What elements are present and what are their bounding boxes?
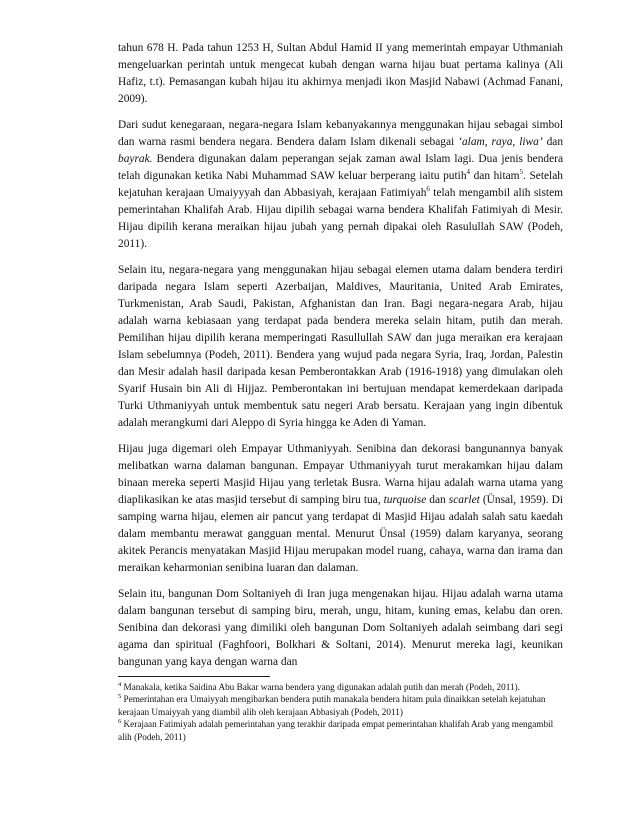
- paragraph-2-text-f: dan hitam: [470, 170, 520, 182]
- paragraph-2-text-c: dan: [542, 136, 564, 148]
- paragraph-4-text-a: Hijau juga digemari oleh Empayar Uthmaniyyah. Senibina dan dekorasi bangunannya banyak melibatkan warna dalaman bangunan. Empayar Uthmaniyyah turut merakamkan hijau dalam binaan mereka seperti Masjid Hijau yang terletak Busra. Warna hijau adalah warna utama yang diaplikasikan ke atas masjid tersebut di samping biru tua,: [118, 443, 563, 506]
- footnote-4-number: 4: [118, 680, 122, 688]
- footnote-ref-6[interactable]: 6: [426, 185, 430, 194]
- footnote-divider: [118, 676, 270, 677]
- footnote-6: [118, 718, 563, 743]
- footnote-6-number: 6: [118, 718, 122, 726]
- paragraph-4: [118, 441, 563, 577]
- paragraph-2: [118, 117, 563, 253]
- footnote-4: [118, 681, 563, 693]
- paragraph-1-text: tahun 678 H. Pada tahun 1253 H, Sultan Abdul Hamid II yang memerintah empayar Uthmaniah mengeluarkan perintah untuk mengecat kubah dengan warna hijau buat pertama kalinya (Ali Hafiz, t.t). Pemasangan kubah hijau itu akhirnya menjadi ikon Masjid Nabawi (Achmad Fanani, 2009).: [118, 42, 563, 105]
- footnote-5-number: 5: [118, 693, 122, 701]
- paragraph-4-text-c: dan: [426, 494, 449, 506]
- footnote-5-text: Pemerintahan era Umaiyyah mengibarkan bendera putih manakala bendera hitam pula dinaikkan setelah kejatuhan kerajaan Umaiyyah yang diambil alih oleh kerajaan Abbasiyah (Podeh, 2011): [118, 694, 546, 717]
- paragraph-4-italic-scarlet: scarlet: [448, 494, 480, 506]
- paragraph-1: [118, 40, 563, 108]
- paragraph-2-text-g: . Setelah kejatuhan kerajaan Umaiyyyah dan Abbasiyah, kerajaan Fatimiyah: [118, 170, 563, 199]
- paragraph-2-text-e: Bendera digunakan dalam peperangan sejak zaman awal Islam lagi. Dua jenis bendera telah digunakan ketika Nabi Muhammad SAW keluar berperang iaitu putih: [118, 153, 563, 182]
- paragraph-4-text-e: (Ünsal, 1959). Di samping warna hijau, elemen air pancut yang terdapat di Masjid Hijau adalah salah satu kaedah dalam membantu merawat gangguan mental. Menurut Ünsal (1959) dalam karyanya, seorang akitek Perancis menyatakan Masjid Hijau merupakan model ruang, cahaya, warna dan irama dan meraikan keharmonian senibina luaran dan dalaman.: [118, 494, 563, 574]
- paragraph-5-text: Selain itu, bangunan Dom Soltaniyeh di Iran juga mengenakan hijau. Hijau adalah warna utama dalam bangunan tersebut di samping biru, merah, ungu, hitam, kuning emas, kelabu dan oren. Senibina dan dekorasi yang dimiliki oleh bangunan Dom Soltaniyeh adalah seimbang dari segi agama dan spiritual (Faghfoori, Bolkhari & Soltani, 2014). Menurut mereka lagi, keunikan bangunan yang kaya dengan warna dan: [118, 588, 563, 668]
- paragraph-5: [118, 586, 563, 671]
- paragraph-4-italic-turquoise: turquoise: [383, 494, 427, 506]
- paragraph-2-text-a: Dari sudut kenegaraan, negara-negara Islam kebanyakannya menggunakan hijau sebagai simbol dan warna rasmi bendera negara. Bendera dalam Islam dikenali sebagai: [118, 119, 563, 148]
- footnote-ref-4[interactable]: 4: [466, 168, 471, 177]
- paragraph-3: [118, 262, 563, 432]
- paragraph-2-italic-bayrak: bayrak.: [118, 153, 153, 165]
- paragraph-3-text: Selain itu, negara-negara yang menggunakan hijau sebagai elemen utama dalam bendera terdiri daripada negara Islam seperti Azerbaijan, Maldives, Mauritania, United Arab Emirates, Turkmenistan, Arab Saudi, Pakistan, Afghanistan dan Iran. Bagi negara-negara Arab, hijau adalah warna kebiasaan yang terdapat pada bendera mereka selain hitam, putih dan merah. Pemilihan hijau dipilih kerana memperingati Rasullullah SAW dan juga meraikan era kerajaan Islam sebelumnya (Podeh, 2011). Bendera yang wujud pada negara Syria, Iraq, Jordan, Palestin dan Mesir adalah hasil daripada kesan Pemberontakkan Arab (1916-1918) yang dimulakan oleh Syarif Husain bin Ali di Hijjaz. Pemberontakan ini bertujuan mendapat kemerdekaan daripada Turki Uthmaniyyah untuk membentuk satu negeri Arab bersatu. Kerajaan yang ingin dibentuk adalah merangkumi dari Aleppo di Syria hingga ke Aden di Yaman.: [118, 264, 563, 429]
- footnote-5: [118, 693, 563, 718]
- footnote-4-text: Manakala, ketika Saidina Abu Bakar warna bendera yang digunakan adalah putih dan merah (Podeh, 2011).: [121, 682, 520, 692]
- footnote-ref-5[interactable]: 5: [519, 168, 524, 177]
- paragraph-2-italic-flag-names: ‘alam, raya, liwa’: [458, 136, 543, 148]
- document-page: [118, 40, 563, 743]
- paragraph-2-text-h: telah mengambil alih sistem pemerintahan Khalifah Arab. Hijau dipilih sebagai warna bendera Khalifah Fatimiyah di Mesir. Hijau dipilih kerana meraikan hijau jubah yang pernah dipakai oleh Rasulullah SAW (Podeh, 2011).: [118, 187, 563, 250]
- footnote-6-text: Kerajaan Fatimiyah adalah pemerintahan yang terakhir daripada empat pemerintahan khalifah Arab yang mengambil alih (Podeh, 2011): [118, 719, 554, 742]
